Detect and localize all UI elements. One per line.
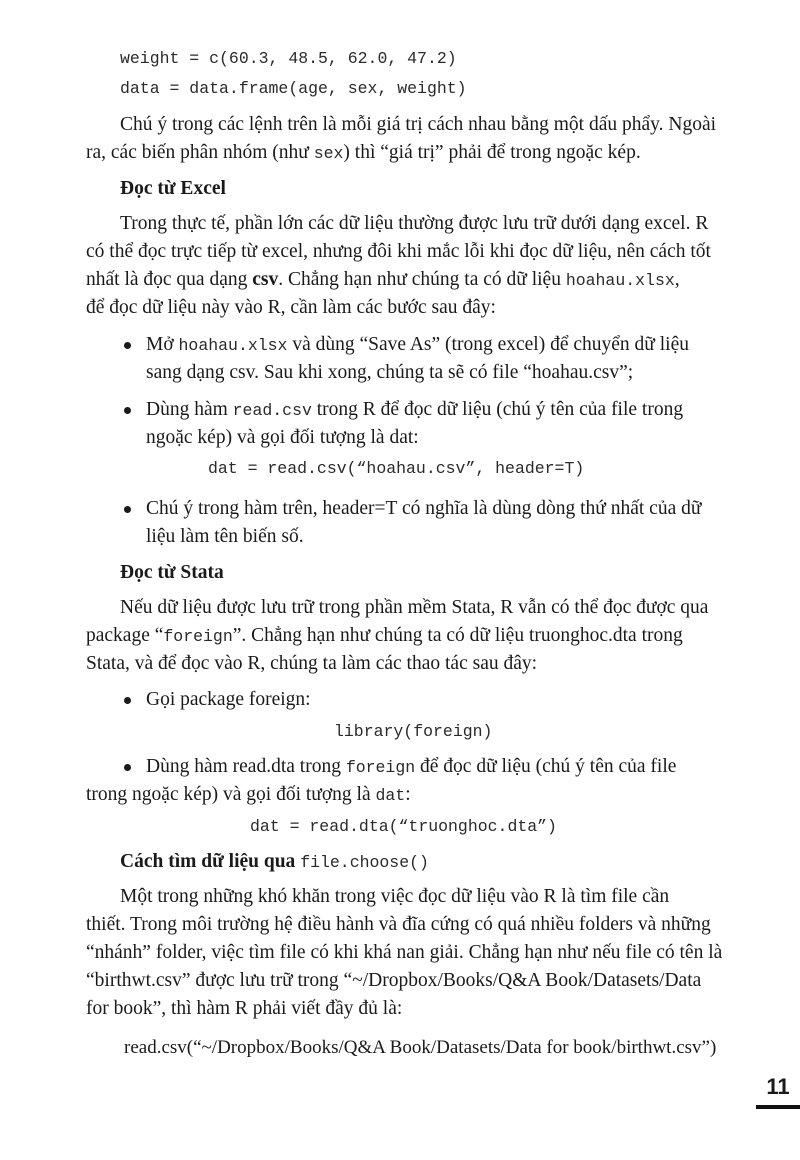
paragraph-line: package “foreign”. Chẳng hạn như chúng ta có dữ liệu truonghoc.dta trong: [86, 625, 683, 646]
bullet-dot: [124, 697, 131, 704]
paragraph-line: Nếu dữ liệu được lưu trữ trong phần mềm Stata, R vẫn có thể đọc được qua: [120, 597, 709, 618]
inline-code: foreign: [163, 627, 233, 646]
page-number: 11: [766, 1074, 790, 1099]
list-item: Dùng hàm read.dta trong foreign để đọc dữ liệu (chú ý tên của file: [146, 756, 677, 777]
paragraph-line: để đọc dữ liệu này vào R, cần làm các bước sau đây:: [86, 297, 496, 318]
bullet-dot: [124, 506, 131, 513]
code-line-library: library(foreign): [334, 722, 493, 741]
paragraph-line: “birthwt.csv” được lưu trữ trong “~/Dropbox/Books/Q&A Book/Datasets/Data: [86, 970, 702, 991]
list-item-continuation: trong ngoặc kép) và gọi đối tượng là dat:: [86, 784, 411, 805]
paragraph-line: read.csv(“~/Dropbox/Books/Q&A Book/Datasets/Data for book/birthwt.csv”): [124, 1037, 717, 1058]
section-heading-stata: Đọc từ Stata: [120, 562, 224, 583]
list-item: Dùng hàm read.csv trong R để đọc dữ liệu (chú ý tên của file trong: [146, 399, 684, 420]
code-line-read-dta: dat = read.dta(“truonghoc.dta”): [250, 817, 557, 836]
code-line-weight: weight = c(60.3, 48.5, 62.0, 47.2): [120, 49, 457, 68]
inline-code: hoahau.xlsx: [565, 271, 675, 290]
inline-code: dat: [375, 786, 406, 805]
list-item: Gọi package foreign:: [146, 689, 311, 710]
inline-code: foreign: [345, 758, 416, 777]
paragraph-line: nhất là đọc qua dạng csv. Chẳng hạn như chúng ta có dữ liệu hoahau.xlsx,: [86, 269, 680, 290]
page-number-rule: [756, 1105, 800, 1109]
paragraph-line: Stata, và để đọc vào R, chúng ta làm các thao tác sau đây:: [86, 653, 538, 674]
inline-code: hoahau.xlsx: [178, 336, 288, 355]
paragraph-line: có thể đọc trực tiếp từ excel, nhưng đôi khi mắc lỗi khi đọc dữ liệu, nên cách tốt: [86, 241, 711, 262]
paragraph-line: Một trong những khó khăn trong việc đọc dữ liệu vào R là tìm file cần: [120, 886, 670, 907]
inline-code: sex: [313, 144, 344, 163]
paragraph-line: Chú ý trong các lệnh trên là mỗi giá trị cách nhau bằng một dấu phẩy. Ngoài: [120, 114, 717, 135]
list-item-continuation: sang dạng csv. Sau khi xong, chúng ta sẽ có file “hoahau.csv”;: [146, 362, 634, 383]
code-line-data-frame: data = data.frame(age, sex, weight): [120, 79, 467, 98]
section-heading-file-choose: Cách tìm dữ liệu qua file.choose(): [120, 851, 429, 872]
paragraph-line: thiết. Trong môi trường hệ điều hành và đĩa cứng có quá nhiều folders và những: [86, 914, 711, 935]
inline-code: read.csv: [232, 401, 312, 420]
paragraph-line: Trong thực tế, phần lớn các dữ liệu thường được lưu trữ dưới dạng excel. R: [120, 213, 709, 234]
inline-code: file.choose(): [300, 853, 429, 872]
bullet-dot: [124, 342, 131, 349]
paragraph-line: “nhánh” folder, việc tìm file có khi khá nan giải. Chẳng hạn như nếu file có tên là: [86, 942, 723, 963]
list-item: Chú ý trong hàm trên, header=T có nghĩa là dùng dòng thứ nhất của dữ: [146, 498, 702, 519]
bullet-dot: [124, 407, 131, 414]
list-item-continuation: liệu làm tên biến số.: [146, 526, 304, 547]
section-heading-excel: Đọc từ Excel: [120, 178, 226, 199]
paragraph-line: for book”, thì hàm R phải viết đầy đủ là:: [86, 998, 403, 1019]
list-item: Mở hoahau.xlsx và dùng “Save As” (trong excel) để chuyển dữ liệu: [146, 334, 689, 355]
code-line-read-csv: dat = read.csv(“hoahau.csv”, header=T): [208, 459, 585, 478]
list-item-continuation: ngoặc kép) và gọi đối tượng là dat:: [146, 427, 419, 448]
bullet-dot: [124, 764, 131, 771]
paragraph-line: ra, các biến phân nhóm (như sex) thì “giá trị” phải để trong ngoặc kép.: [86, 142, 641, 163]
